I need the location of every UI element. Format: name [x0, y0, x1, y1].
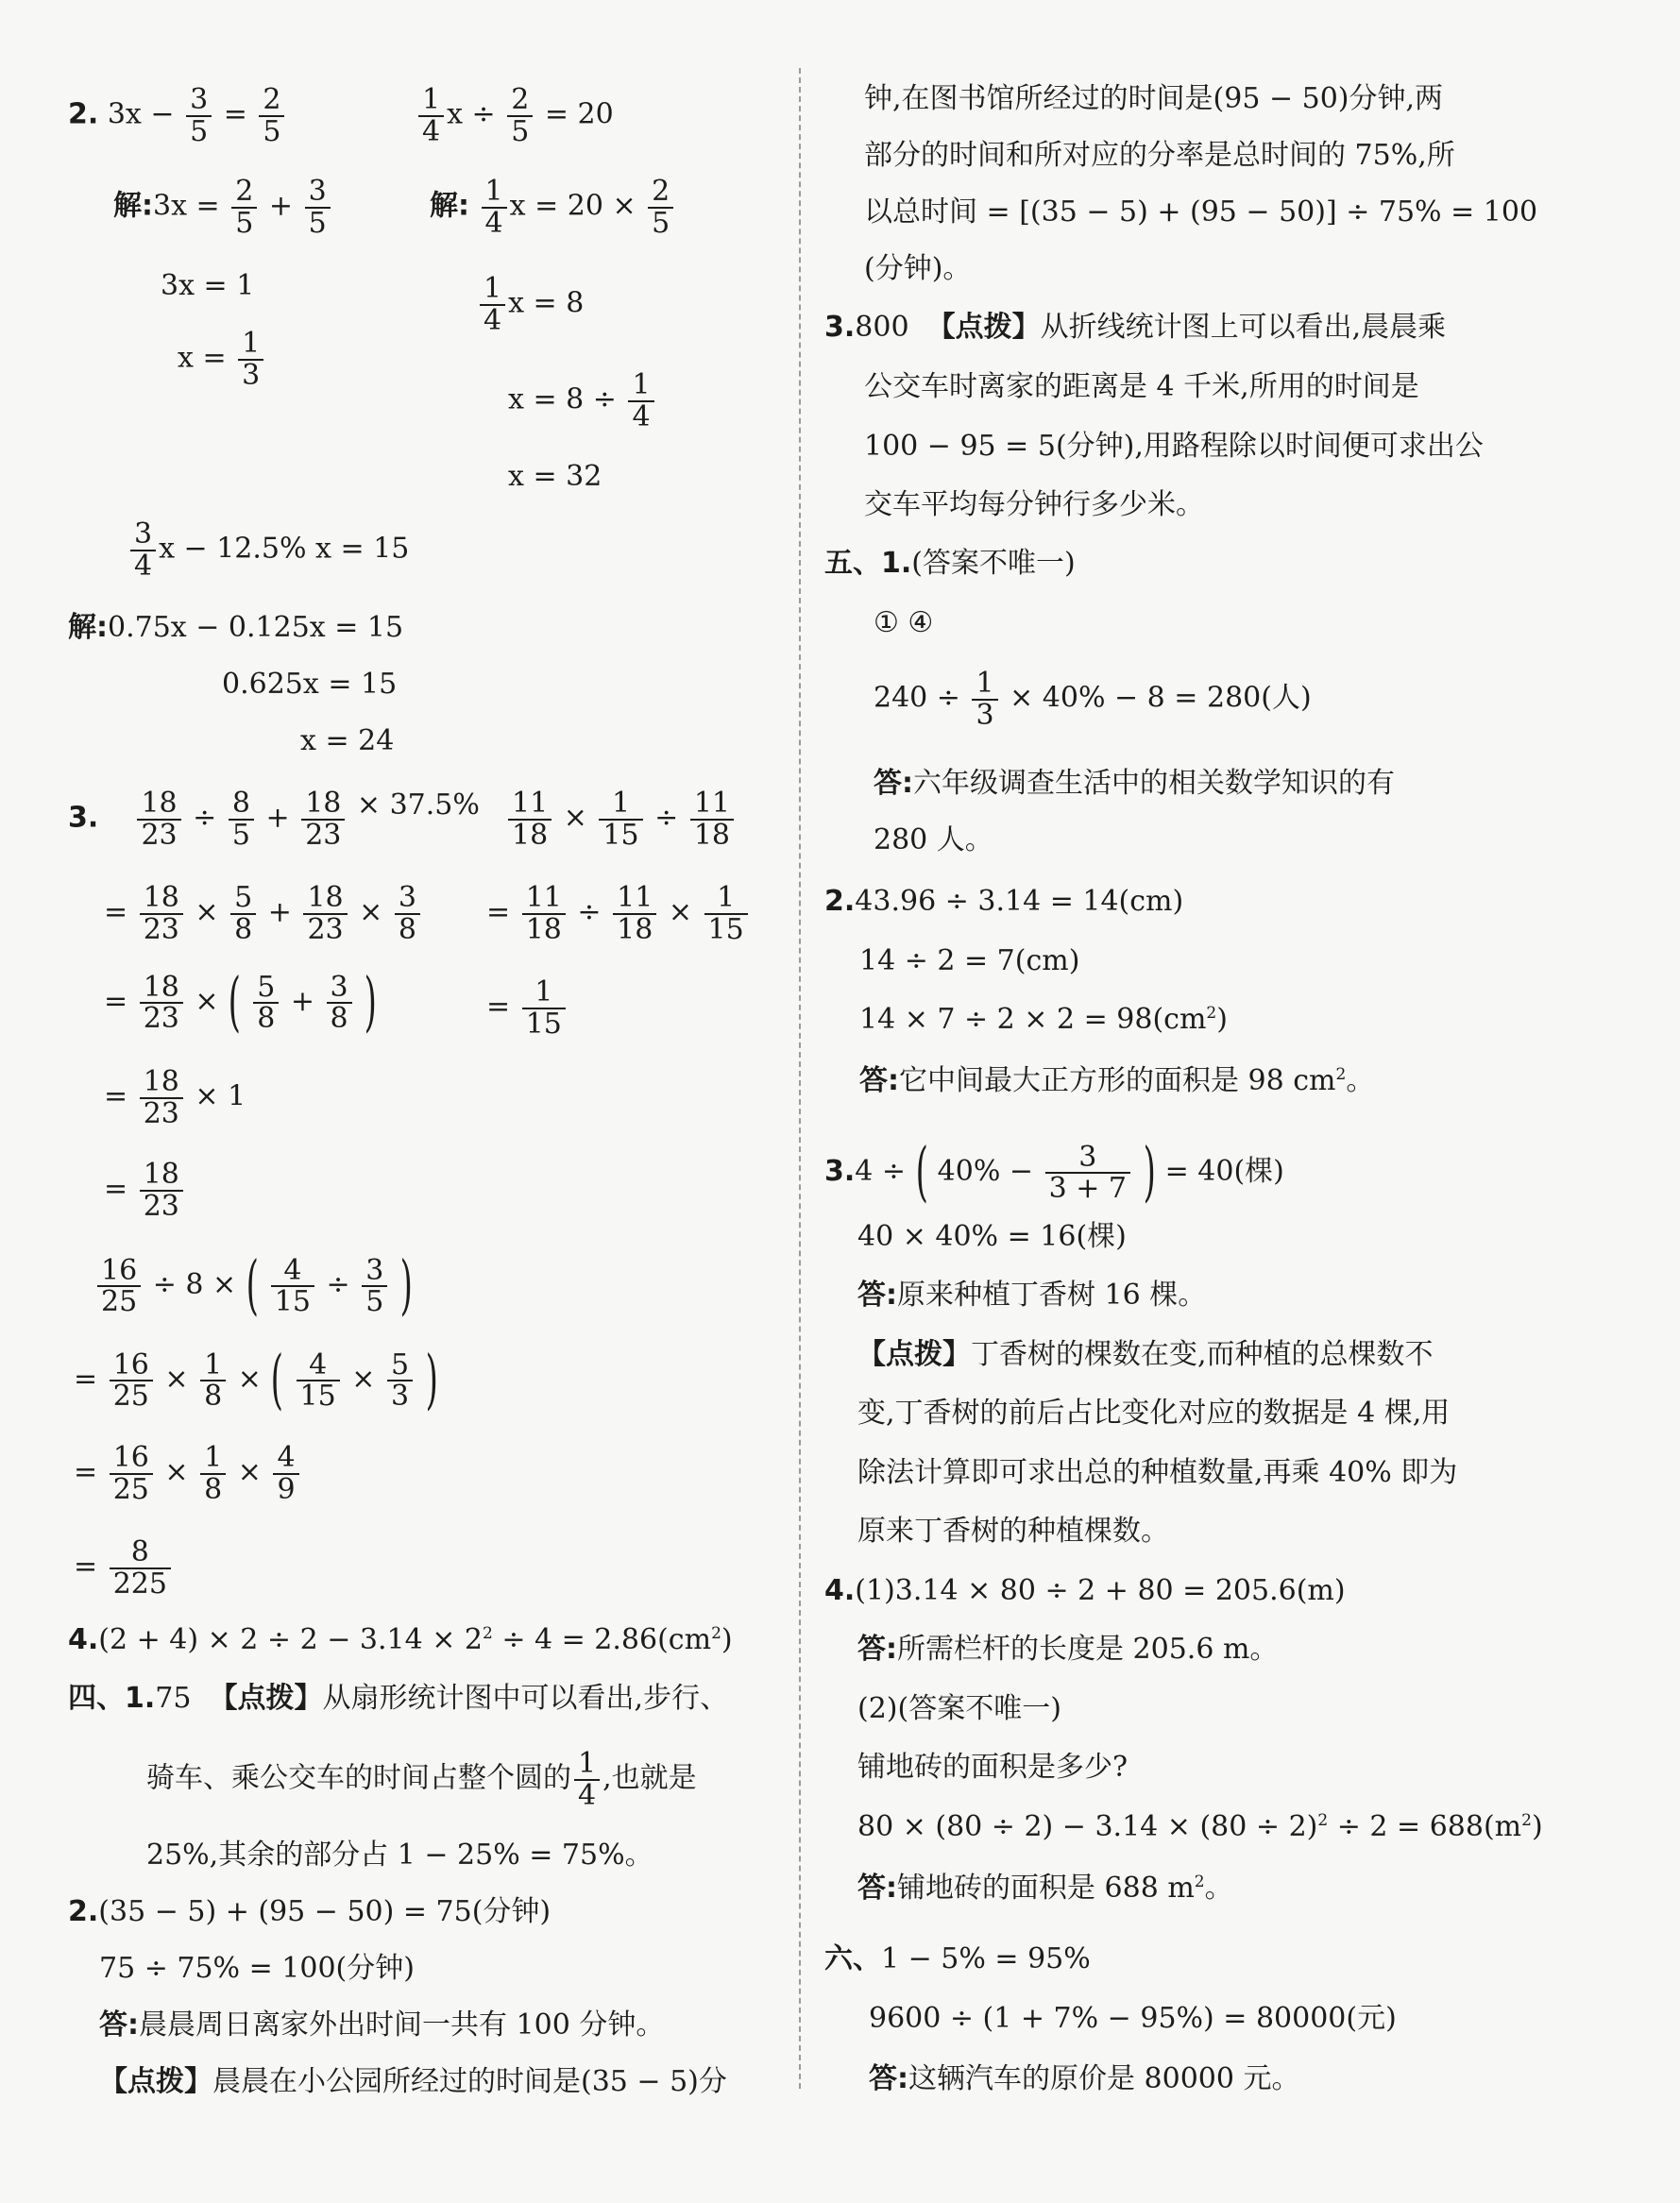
q2-solve2-step2: $\frac{1}{4}$ x = 8: [477, 274, 584, 335]
r-cont-2: 部分的时间和所对应的分率是总时间的 75%,所: [864, 139, 1455, 172]
s5-q3-tip1: 【点拨】丁香树的棵数在变,而种植的总棵数不: [857, 1338, 1434, 1371]
q3-a3: = $\frac{18}{23}$ × 1: [104, 1065, 246, 1130]
r-cont-3: 以总时间 = [(35 − 5) + (95 − 50)] ÷ 75% = 100: [864, 195, 1538, 229]
s5-q2-line2: 14 ÷ 2 = 7(cm): [859, 944, 1080, 977]
q3-c3: = $\frac{8}{225}$: [74, 1537, 174, 1599]
s5-q4-line3: 铺地砖的面积是多少?: [857, 1751, 1128, 1784]
q2-solve2-step1: 解: $\frac{1}{4}$ x = 20 × $\frac{2}{5}$: [430, 177, 676, 238]
q3-c2: = $\frac{16}{25}$ × $\frac{1}{8}$ × $\frac{4}{9}$: [74, 1443, 302, 1504]
q2-solve1-step3: x = $\frac{1}{3}$: [178, 329, 266, 390]
q2-solve3-step3: x = 24: [300, 724, 395, 757]
s5-q3-tip3: 除法计算即可求出总的种植数量,再乘 40% 即为: [857, 1456, 1458, 1489]
s4-q1-line3: 25%,其余的部分占 1 − 25% = 75%。: [146, 1839, 653, 1872]
s5-q4-line1: 4.(1)3.14 × 80 ÷ 2 + 80 = 205.6(m): [824, 1574, 1346, 1607]
s5-q3-answer: 答:原来种植丁香树 16 棵。: [857, 1279, 1207, 1312]
q3-b1: = $\frac{11}{18}$ ÷ $\frac{11}{18}$ × $\frac{1}{15}$: [486, 883, 751, 944]
r-q3-line1: 3.800 【点拨】从折线统计图上可以看出,晨晨乘: [824, 311, 1447, 344]
q2-solve2-step3: x = 8 ÷ $\frac{1}{4}$: [508, 370, 657, 432]
q3-a0: 3. $\frac{18}{23}$ ÷ $\frac{8}{5}$ + $\frac{18}{23}$ × 37.5%: [68, 787, 480, 852]
s5-q4-line4: $80 \times (80 \div 2) - 3.14 \times (80 \div 2)^2 \div 2 = 688(m^2)$: [857, 1810, 1543, 1843]
q2-solve1-step1: 解:3x = $\frac{2}{5}$ + $\frac{3}{5}$: [113, 177, 333, 238]
q2-eq2: $\frac{1}{4}$ x ÷ $\frac{2}{5}$ = 20: [416, 85, 614, 146]
s4-q2-answer: 答:晨晨周日离家外出时间一共有 100 分钟。: [99, 2008, 665, 2042]
s4-q2-tip: 【点拨】晨晨在小公园所经过的时间是(35 − 5)分: [99, 2065, 727, 2098]
s5-q1-eq: 240 ÷ $\frac{1}{3}$ × 40% − 8 = 280(人): [874, 667, 1312, 732]
q2-solve3-step1: 解:0.75x − 0.125x = 15: [68, 611, 404, 644]
r-q3-line2: 公交车时离家的距离是 4 千米,所用的时间是: [864, 370, 1419, 403]
s5-q3-line1: 3.4 ÷ ( 40% − $\frac{3}{3 + 7}$ ) = 40(棵): [824, 1135, 1284, 1210]
s5-q1-answer1: 答:六年级调查生活中的相关数学知识的有: [874, 767, 1395, 800]
q3-a1: = $\frac{18}{23}$ × $\frac{5}{8}$ + $\frac{18}{23}$ × $\frac{3}{8}$: [104, 883, 423, 944]
s5-q4-answer1: 答:所需栏杆的长度是 205.6 m。: [857, 1633, 1279, 1666]
r-q3-line3: 100 − 95 = 5(分钟),用路程除以时间便可求出公: [864, 430, 1484, 463]
q4-line: $4.(2 + 4) \times 2 \div 2 - 3.14 \times 2^2 \div 4 = 2.86(cm^2)$: [68, 1623, 733, 1656]
q2-solve1-step2: 3x = 1: [161, 269, 255, 302]
s4-q2-line1: 2.(35 − 5) + (95 − 50) = 75(分钟): [68, 1895, 552, 1928]
q3-a4: = $\frac{18}{23}$: [104, 1160, 186, 1221]
r-q3-line4: 交车平均每分钟行多少米。: [864, 488, 1204, 521]
column-divider: [799, 68, 801, 2089]
s4-q1-line1: 四、1.75 【点拨】从扇形统计图中可以看出,步行、: [68, 1682, 729, 1715]
s4-q2-line2: 75 ÷ 75% = 100(分钟): [99, 1952, 415, 1985]
q3-a2: = $\frac{18}{23}$ × ( $\frac{5}{8}$ + $\frac{3}{8}$ ): [104, 965, 378, 1040]
q2-solve2-step4: x = 32: [508, 460, 602, 493]
s5-q4-answer2: 答:铺地砖的面积是 688 $m^2$。: [857, 1872, 1233, 1905]
s5-q1-head: 五、1.(答案不唯一): [824, 547, 1076, 580]
q2-solve3-step2: 0.625x = 15: [222, 668, 398, 701]
s5-q3-line2: 40 × 40% = 16(棵): [857, 1220, 1127, 1253]
q3-b0: $\frac{11}{18}$ × $\frac{1}{15}$ ÷ $\frac{11}{18}$: [505, 788, 737, 850]
s5-q1-marks: ① ④: [874, 606, 934, 639]
q3-c0: $\frac{16}{25}$ ÷ 8 × ( $\frac{4}{15}$ ÷ $\frac{3}{5}$ ): [94, 1254, 413, 1318]
r-cont-1: 钟,在图书馆所经过的时间是(95 − 50)分钟,两: [864, 82, 1444, 115]
s5-q2-line1: 2.43.96 ÷ 3.14 = 14(cm): [824, 885, 1184, 918]
q2-eq3: $\frac{3}{4}$ x − 12.5% x = 15: [127, 519, 409, 581]
r-cont-4: (分钟)。: [864, 252, 972, 285]
s5-q2-line3: $14 \times 7 \div 2 \times 2 = 98(cm^2)$: [859, 1003, 1228, 1036]
s5-q3-tip4: 原来丁香树的种植棵数。: [857, 1515, 1169, 1548]
s5-q3-tip2: 变,丁香树的前后占比变化对应的数据是 4 棵,用: [857, 1397, 1451, 1430]
s4-q1-line2: 骑车、乘公交车的时间占整个圆的 $\frac{1}{4}$ ,也就是: [146, 1747, 697, 1812]
q3-c1: = $\frac{16}{25}$ × $\frac{1}{8}$ × ( $\frac{4}{15}$ × $\frac{5}{3}$ ): [74, 1343, 438, 1417]
s5-q4-line2: (2)(答案不唯一): [857, 1692, 1061, 1725]
q3-b2: = $\frac{1}{15}$: [486, 977, 568, 1039]
s6-line1: 六、1 − 5% = 95%: [824, 1942, 1091, 1975]
q2-eq1: 2. 3x − $\frac{3}{5}$ = $\frac{2}{5}$: [68, 85, 287, 146]
s5-q1-answer2: 280 人。: [874, 823, 993, 856]
s5-q2-answer: 答:它中间最大正方形的面积是 98 $cm^2$。: [859, 1064, 1375, 1097]
s6-answer: 答:这辆汽车的原价是 80000 元。: [869, 2062, 1300, 2095]
s6-line2: 9600 ÷ (1 + 7% − 95%) = 80000(元): [869, 2002, 1397, 2035]
